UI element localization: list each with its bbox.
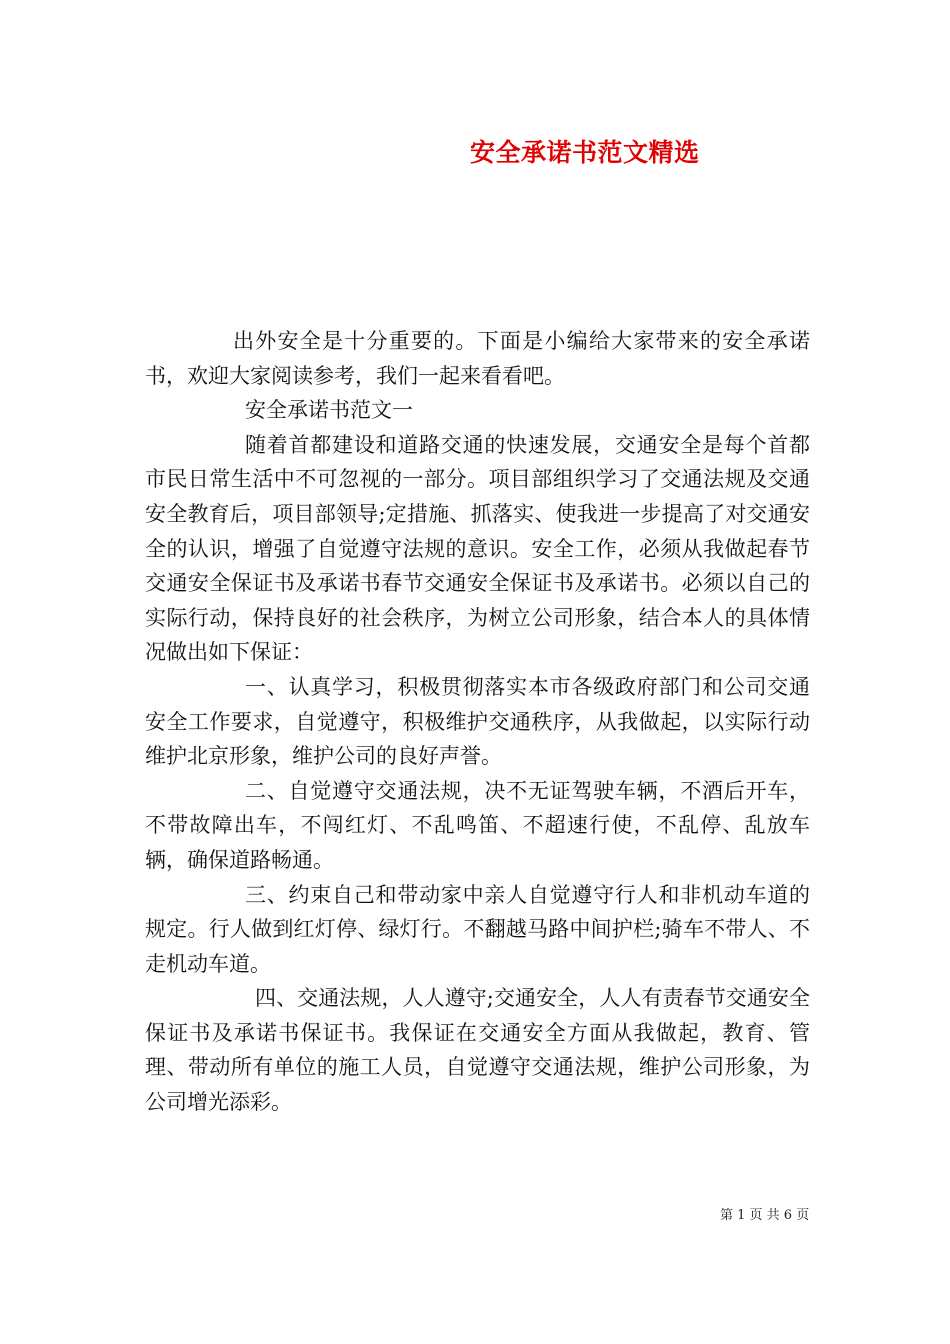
document-body <box>145 324 810 1120</box>
pledge-item-4: 四、交通法规，人人遵守;交通安全，人人有责春节交通安全保证书及承诺书保证书。我保证在交通安全方面从我做起，教育、管理、带动所有单位的施工人员，自觉遵守交通法规，维护公司形象，为公司增光添彩。 <box>145 986 810 1115</box>
document-title: 安全承诺书范文精选 <box>470 138 700 167</box>
section-subtitle: 安全承诺书范文一 <box>245 398 413 423</box>
pledge-item-2: 二、自觉遵守交通法规，决不无证驾驶车辆，不酒后开车，不带故障出车，不闯红灯、不乱鸣笛、不超速行使，不乱停、乱放车辆，确保道路畅通。 <box>145 778 810 872</box>
intro-paragraph: 出外安全是十分重要的。下面是小编给大家带来的安全承诺书，欢迎大家阅读参考，我们一起来看看吧。 <box>145 329 810 388</box>
pledge-item-1: 一、认真学习，积极贯彻落实本市各级政府部门和公司交通安全工作要求，自觉遵守，积极维护交通秩序，从我做起，以实际行动维护北京形象，维护公司的良好声誉。 <box>145 674 810 769</box>
pledge-item-3: 三、约束自己和带动家中亲人自觉遵守行人和非机动车道的规定。行人做到红灯停、绿灯行。不翻越马路中间护栏;骑车不带人、不走机动车道。 <box>145 882 810 976</box>
main-paragraph: 随着首都建设和道路交通的快速发展，交通安全是每个首都市民日常生活中不可忽视的一部分。项目部组织学习了交通法规及交通安全教育后，项目部领导;定措施、抓落实、使我进一步提高了对交通安全的认识，增强了自觉遵守法规的意识。安全工作，必须从我做起春节交通安全保证书及承诺书春节交通安全保证书及承诺书。必须以自己的实际行动，保持良好的社会秩序，为树立公司形象，结合本人的具体情况做出如下保证： <box>145 432 810 665</box>
page-indicator: 第 1 页 共 6 页 <box>720 1208 810 1223</box>
